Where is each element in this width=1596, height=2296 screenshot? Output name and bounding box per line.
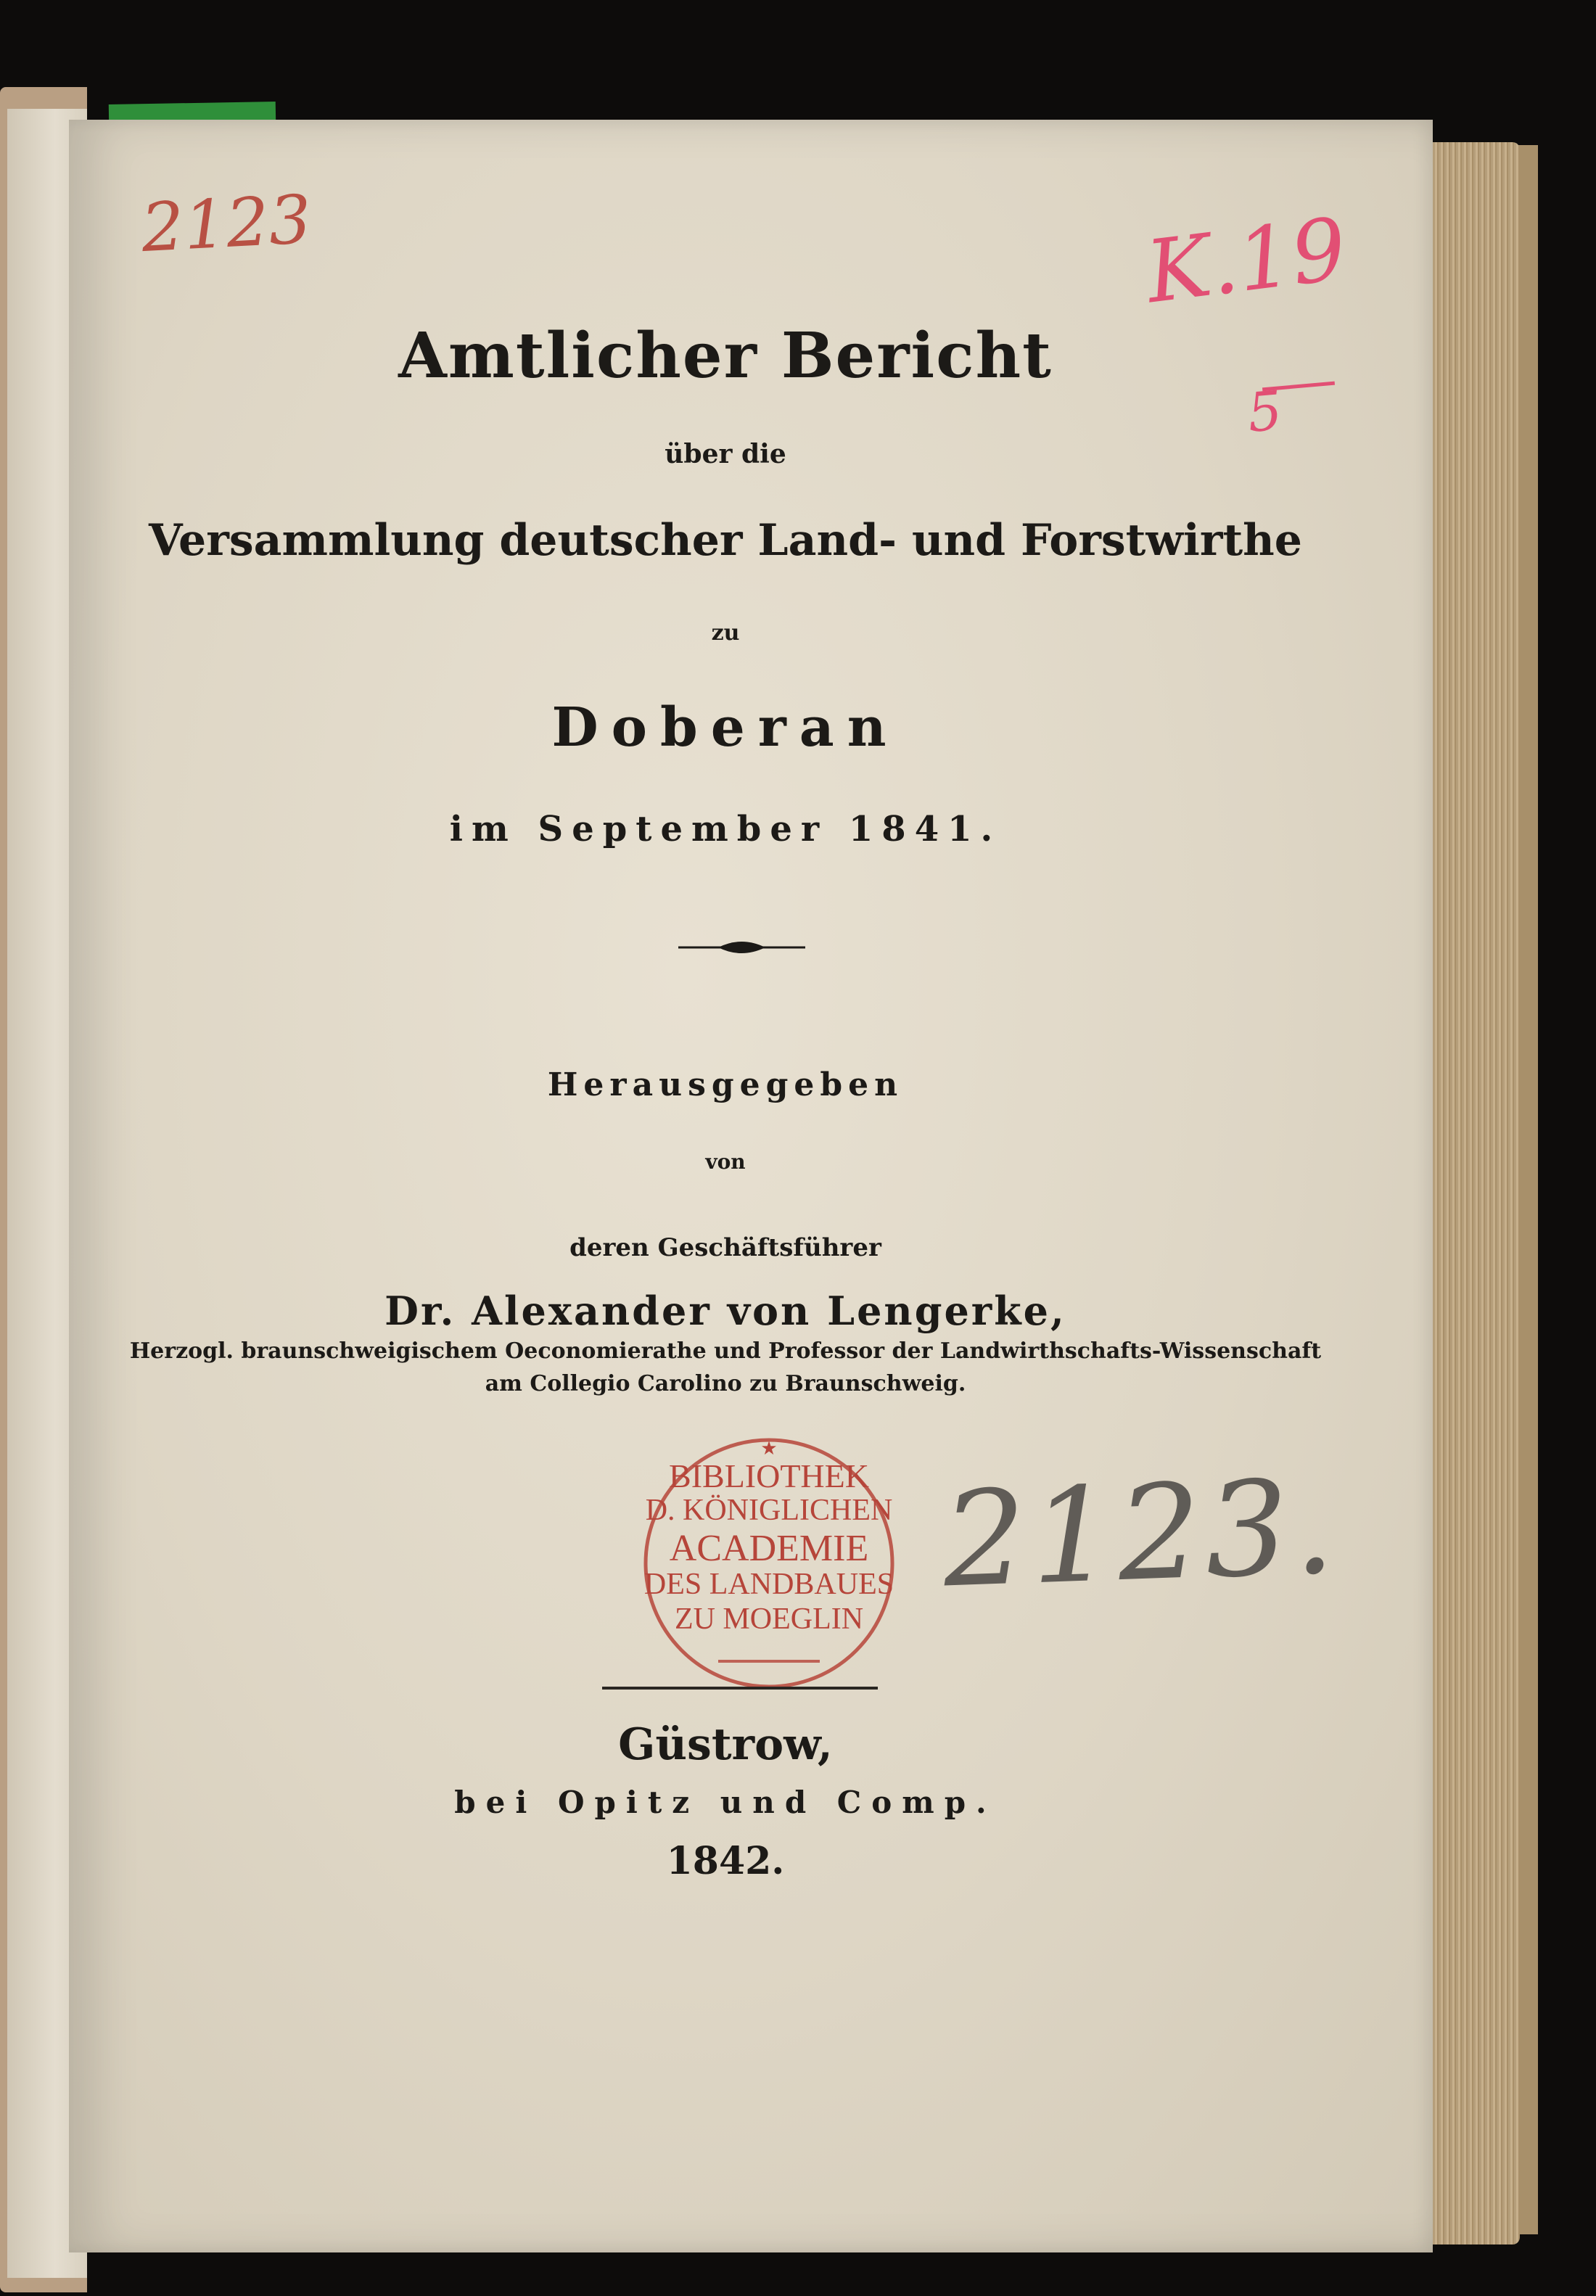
- handwritten-shelfmark-red: 2123: [139, 180, 313, 268]
- author-affiliation-line1: Herzogl. braunschweigischem Oeconomierathe und Professor der Landwirthschafts-Wissenschaft: [129, 1338, 1322, 1364]
- publication-year: 1842.: [666, 1839, 785, 1883]
- stamp-line-5: ZU MOEGLIN: [674, 1602, 864, 1636]
- ornament-divider: [678, 934, 805, 960]
- stamp-line-2: D. KÖNIGLICHEN: [645, 1494, 893, 1527]
- meeting-date: im September 1841.: [449, 809, 1002, 849]
- title-connector-zu: zu: [711, 620, 740, 646]
- title-connector: über die: [665, 439, 786, 469]
- stamp-line-3: ACADEMIE: [669, 1528, 869, 1569]
- author-affiliation-line2: am Collegio Carolino zu Braunschweig.: [485, 1371, 966, 1396]
- handwritten-number-pink: 5: [1245, 379, 1285, 445]
- svg-text:★: ★: [760, 1438, 778, 1460]
- editor-role: deren Geschäftsführer: [569, 1233, 881, 1262]
- published-by-label: Herausgegeben: [547, 1066, 904, 1103]
- publisher-name: bei Opitz und Comp.: [454, 1785, 997, 1820]
- stamp-line-4: DES LANDBAUES: [643, 1568, 894, 1601]
- publication-place: Güstrow,: [618, 1719, 833, 1770]
- book-subject: Versammlung deutscher Land- und Forstwirthe: [149, 515, 1302, 566]
- author-name: Dr. Alexander von Lengerke,: [384, 1288, 1066, 1334]
- book-title: Amtlicher Bericht: [398, 319, 1053, 392]
- handwritten-signature-pink: K.19: [1140, 198, 1352, 323]
- stamp-line-1: BIBLIOTHEK: [669, 1457, 869, 1494]
- location-name: Doberan: [551, 696, 900, 759]
- horizontal-rule: [602, 1687, 878, 1690]
- handwritten-accession-number: 2123.: [940, 1451, 1341, 1617]
- von-label: von: [705, 1150, 746, 1174]
